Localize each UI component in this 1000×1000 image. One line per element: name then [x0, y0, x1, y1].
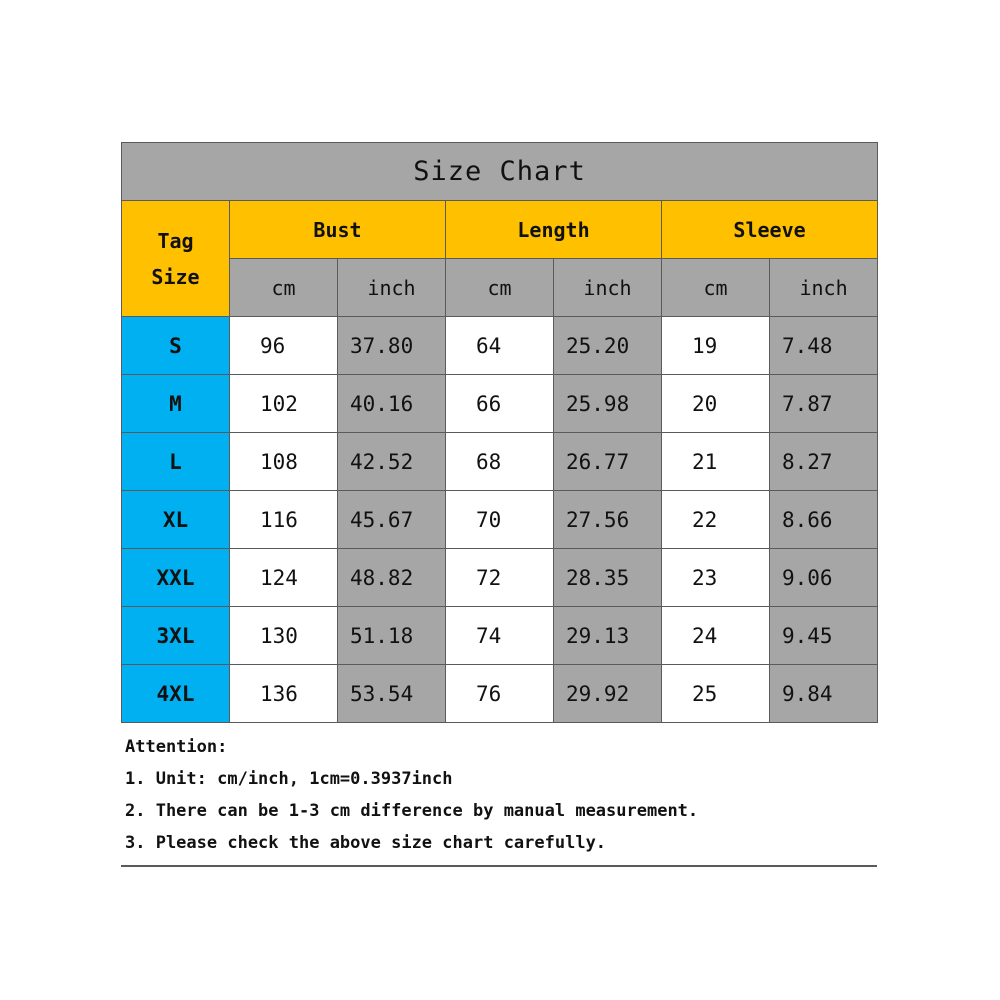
sleeve-cm: 25 — [662, 665, 770, 723]
size-table — [121, 142, 878, 723]
size-label: XL — [122, 491, 230, 549]
tag-size-line-2: Size — [151, 264, 200, 289]
table-row — [122, 549, 878, 607]
length-cm: 68 — [446, 433, 554, 491]
table-row — [122, 491, 878, 549]
note-item: 1. Unit: cm/inch, 1cm=0.3937inch — [125, 769, 453, 789]
sleeve-inch: 9.06 — [770, 549, 878, 607]
bust-cm: 136 — [230, 665, 338, 723]
table-row — [122, 375, 878, 433]
size-label: 3XL — [122, 607, 230, 665]
length-inch: 25.98 — [554, 375, 662, 433]
length-inch: 26.77 — [554, 433, 662, 491]
bust-header: Bust — [230, 201, 446, 259]
length-inch: 29.13 — [554, 607, 662, 665]
table-row — [122, 665, 878, 723]
unit-header: inch — [770, 259, 878, 317]
bust-inch: 42.52 — [338, 433, 446, 491]
length-cm: 70 — [446, 491, 554, 549]
sleeve-inch: 8.66 — [770, 491, 878, 549]
length-cm: 72 — [446, 549, 554, 607]
chart-title: Size Chart — [122, 143, 878, 201]
length-inch: 25.20 — [554, 317, 662, 375]
attention-heading: Attention: — [125, 737, 228, 757]
table-row — [122, 607, 878, 665]
sleeve-inch: 9.45 — [770, 607, 878, 665]
sleeve-header: Sleeve — [662, 201, 878, 259]
unit-header: cm — [230, 259, 338, 317]
note-item: 3. Please check the above size chart carefully. — [125, 833, 607, 853]
length-cm: 74 — [446, 607, 554, 665]
size-label: L — [122, 433, 230, 491]
sleeve-inch: 7.87 — [770, 375, 878, 433]
sleeve-cm: 21 — [662, 433, 770, 491]
size-label: 4XL — [122, 665, 230, 723]
length-cm: 76 — [446, 665, 554, 723]
sleeve-cm: 23 — [662, 549, 770, 607]
length-inch: 27.56 — [554, 491, 662, 549]
bust-cm: 116 — [230, 491, 338, 549]
sleeve-cm: 22 — [662, 491, 770, 549]
sleeve-inch: 7.48 — [770, 317, 878, 375]
size-label: S — [122, 317, 230, 375]
size-label: XXL — [122, 549, 230, 607]
attention-notes — [121, 723, 877, 867]
note-item: 2. There can be 1-3 cm difference by manual measurement. — [125, 801, 699, 821]
bust-inch: 40.16 — [338, 375, 446, 433]
unit-header: inch — [338, 259, 446, 317]
bust-cm: 124 — [230, 549, 338, 607]
bust-cm: 130 — [230, 607, 338, 665]
bust-inch: 53.54 — [338, 665, 446, 723]
bust-cm: 108 — [230, 433, 338, 491]
unit-header: cm — [446, 259, 554, 317]
sleeve-inch: 8.27 — [770, 433, 878, 491]
sleeve-inch: 9.84 — [770, 665, 878, 723]
bust-cm: 96 — [230, 317, 338, 375]
bust-cm: 102 — [230, 375, 338, 433]
length-cm: 66 — [446, 375, 554, 433]
sleeve-cm: 20 — [662, 375, 770, 433]
size-label: M — [122, 375, 230, 433]
bust-inch: 37.80 — [338, 317, 446, 375]
unit-header: inch — [554, 259, 662, 317]
size-chart — [121, 142, 877, 867]
bust-inch: 48.82 — [338, 549, 446, 607]
sleeve-cm: 19 — [662, 317, 770, 375]
bust-inch: 45.67 — [338, 491, 446, 549]
length-header: Length — [446, 201, 662, 259]
tag-size-line-1: Tag — [157, 228, 194, 253]
bust-inch: 51.18 — [338, 607, 446, 665]
table-row — [122, 433, 878, 491]
unit-header: cm — [662, 259, 770, 317]
tag-size-header — [122, 201, 230, 317]
length-cm: 64 — [446, 317, 554, 375]
length-inch: 29.92 — [554, 665, 662, 723]
sleeve-cm: 24 — [662, 607, 770, 665]
length-inch: 28.35 — [554, 549, 662, 607]
table-row — [122, 317, 878, 375]
